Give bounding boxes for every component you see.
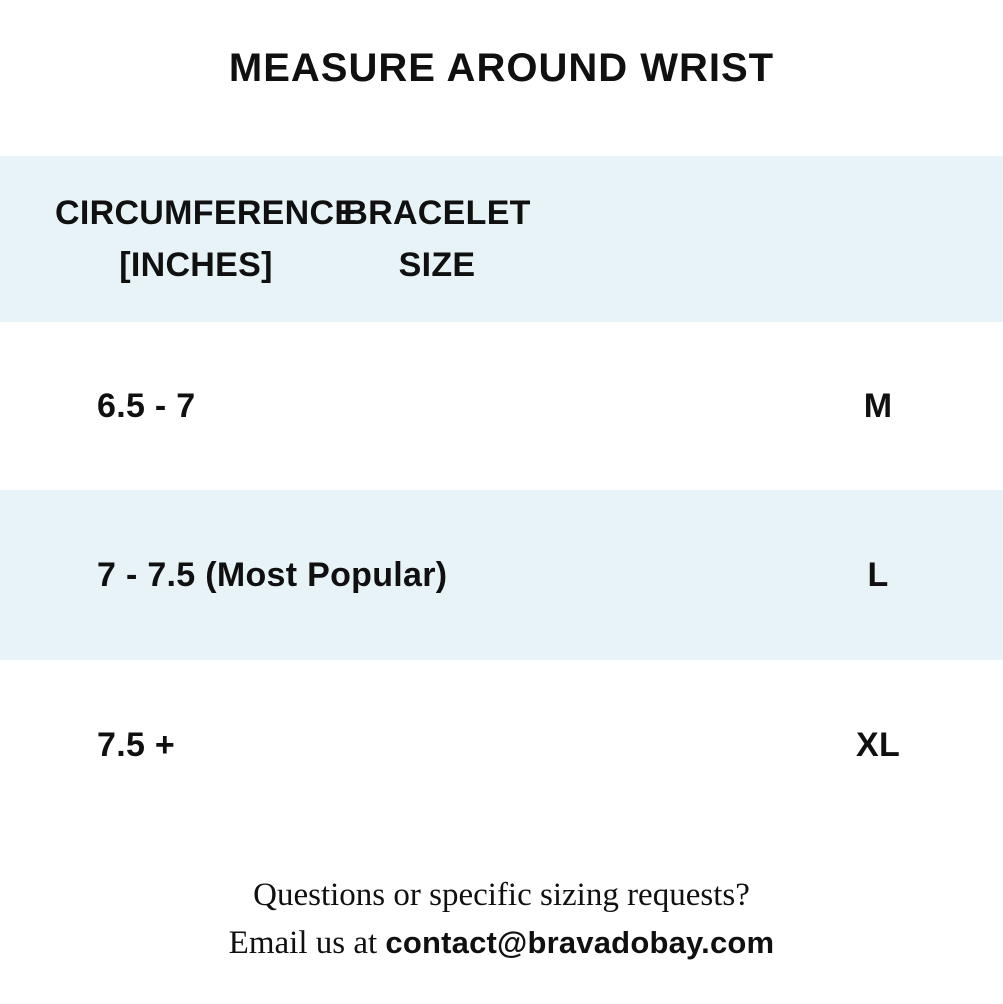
page-title: MEASURE AROUND WRIST [228,46,775,90]
circumference-value: 7 - 7.5 (Most Popular) [97,555,448,594]
table-header-row [0,156,1003,322]
footer-question-line: Questions or specific sizing requests? [253,877,750,913]
table-row [0,322,1003,490]
column-header-circumference [55,187,358,291]
size-value: XL [855,725,901,764]
column-header-size-line1: BRACELET [343,194,531,232]
size-table [0,156,1003,830]
column-header-size-line2: SIZE [398,246,476,284]
size-value: M [863,386,893,425]
circumference-value: 7.5 + [97,725,176,764]
size-value: L [867,555,889,594]
column-header-bracelet-size [337,187,537,291]
contact-email: contact@bravadobay.com [385,925,775,960]
footer-email-prefix: Email us at [228,925,386,961]
circumference-value: 6.5 - 7 [97,386,196,425]
footer-contact-note [0,872,1003,967]
footer-email-line [0,919,1003,967]
column-header-circumference-line1: CIRCUMFERENCE [55,194,358,232]
column-header-circumference-line2: [INCHES] [119,246,273,284]
table-row [0,660,1003,830]
table-row [0,490,1003,660]
